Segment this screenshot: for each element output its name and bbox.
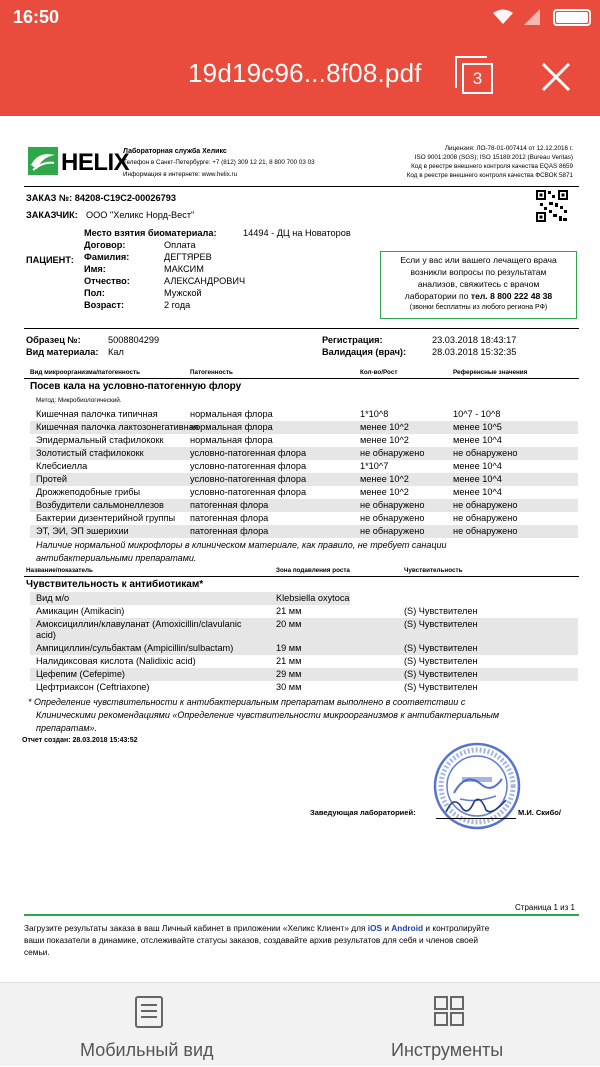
table-cell: нормальная флора xyxy=(190,435,273,445)
page-count-badge: 3 xyxy=(462,63,493,94)
table-cell: (S) Чувствителен xyxy=(404,682,478,692)
table-cell: условно-патогенная флора xyxy=(190,461,307,471)
tools-label: Инструменты xyxy=(391,1040,504,1060)
table-cell: Клебсиелла xyxy=(36,461,88,471)
pdf-page[interactable] xyxy=(0,116,600,982)
table-cell: не обнаружено xyxy=(453,513,518,523)
status-time: 16:50 xyxy=(13,7,60,27)
order-number: ЗАКАЗ №: 84208-C19C2-00026793 xyxy=(26,193,176,203)
license-line: Лицензия: ЛО-78-01-007414 от 12.12.2016 г. xyxy=(444,145,573,152)
divider xyxy=(24,328,579,329)
license-line: Код в реестре внешнего контроля качества EQAS 8659 xyxy=(411,163,573,170)
surname-value: ДЕГТЯРЕВ xyxy=(164,252,212,262)
license-line: Код в реестре внешнего контроля качества ФСВОК 5871 xyxy=(406,172,573,179)
table2-note: препаратам». xyxy=(36,723,98,733)
notice-line: анализов, свяжитесь с врачом xyxy=(417,279,540,289)
footer-green-line xyxy=(24,914,579,916)
table-cell: Золотистый стафилококк xyxy=(36,448,144,458)
table-cell: 1*10^7 xyxy=(360,461,389,471)
table-cell: не обнаружено xyxy=(453,448,518,458)
customer-value: ООО "Хеликс Норд-Вест" xyxy=(86,210,195,220)
report-created: Отчет создан: 28.03.2018 15:43:52 xyxy=(22,737,138,744)
table-cell: не обнаружено xyxy=(360,500,425,510)
table-cell: Амоксициллин/клавуланат (Amoxicillin/clavulanic xyxy=(36,619,242,629)
table-cell: менее 10^4 xyxy=(453,461,502,471)
section-title: Чувствительность к антибиотикам* xyxy=(26,579,204,590)
table-cell: 29 мм xyxy=(276,669,302,679)
table-cell: Возбудители сальмонеллезов xyxy=(36,500,164,510)
species-value: Klebsiella oxytoca xyxy=(276,593,350,603)
document-title: 19d19c96...8f08.pdf xyxy=(188,58,422,88)
place-value: 14494 - ДЦ на Новаторов xyxy=(243,228,351,238)
table-cell: Кишечная палочка лактозонегативная xyxy=(36,422,199,432)
document-icon xyxy=(134,995,164,1029)
table-cell: патогенная флора xyxy=(190,526,269,536)
registration-value: 23.03.2018 18:43:17 xyxy=(432,335,517,345)
table-cell: 19 мм xyxy=(276,643,302,653)
table-cell: менее 10^4 xyxy=(453,487,502,497)
section-title: Посев кала на условно-патогенную флору xyxy=(30,381,242,392)
table-cell: (S) Чувствителен xyxy=(404,656,478,666)
helix-logo xyxy=(28,147,130,176)
table-cell: Ампициллин/сульбактам (Ampicillin/sulbactam) xyxy=(36,643,234,653)
table-cell: менее 10^4 xyxy=(453,474,502,484)
table-cell: условно-патогенная флора xyxy=(190,474,307,484)
table-cell: 20 мм xyxy=(276,619,302,629)
helix-logo-icon xyxy=(28,147,58,175)
material-value: Кал xyxy=(108,347,124,357)
divider xyxy=(24,186,579,187)
footer-android-link[interactable]: Android xyxy=(391,923,424,933)
table-cell: acid) xyxy=(36,630,56,640)
surname-label: Фамилия: xyxy=(84,252,130,262)
doctor-notice-box xyxy=(380,251,577,319)
table-cell: 1*10^8 xyxy=(360,409,389,419)
footer-line: ваши показатели в динамике, отслеживайте статусы заказов, создавайте архив результатов для себя и членов своей xyxy=(24,935,479,945)
table-cell: не обнаружено xyxy=(360,448,425,458)
table-cell: не обнаружено xyxy=(453,500,518,510)
contract-value: Оплата xyxy=(164,240,196,250)
license-line: ISO 9001:2008 (SGS); ISO 15189:2012 (Bureau Veritas) xyxy=(414,154,573,161)
column-header: Зона подавления роста xyxy=(276,567,350,574)
patronymic-value: АЛЕКСАНДРОВИЧ xyxy=(164,276,246,286)
head-label: Заведующая лабораторией: xyxy=(310,808,416,817)
table-cell: нормальная флора xyxy=(190,422,273,432)
qr-code xyxy=(535,189,569,223)
table-cell: не обнаружено xyxy=(360,526,425,536)
table-cell: ЭТ, ЭИ, ЭП эшерихии xyxy=(36,526,129,536)
table-cell: не обнаружено xyxy=(360,513,425,523)
name-value: МАКСИМ xyxy=(164,264,204,274)
table1-note: Наличие нормальной микрофлоры в клиническом материале, как правило, не требует санации xyxy=(36,540,447,550)
table-cell: менее 10^5 xyxy=(453,422,502,432)
signature xyxy=(444,792,508,818)
wifi-icon xyxy=(492,9,514,25)
method-label: Метод: Микробиологический. xyxy=(36,397,122,404)
notice-line: Если у вас или вашего лечащего врача xyxy=(400,255,557,265)
notice-phone: тел. 8 800 222 48 38 xyxy=(470,291,553,301)
mobile-view-button[interactable] xyxy=(60,983,240,1067)
column-header: Чувствительность xyxy=(404,567,463,574)
validation-label: Валидация (врач): xyxy=(322,347,407,357)
footer-ios-link[interactable]: iOS xyxy=(367,923,383,933)
table-cell: Амикацин (Amikacin) xyxy=(36,606,125,616)
table-cell: 21 мм xyxy=(276,606,302,616)
table-cell: менее 10^2 xyxy=(360,435,409,445)
table-cell: Эпидермальный стафилококк xyxy=(36,435,164,445)
age-value: 2 года xyxy=(164,300,191,310)
table-cell: патогенная флора xyxy=(190,513,269,523)
table-cell: Протей xyxy=(36,474,67,484)
column-header: Референсные значения xyxy=(453,369,528,376)
tools-button[interactable] xyxy=(375,983,525,1067)
table-cell: условно-патогенная флора xyxy=(190,487,307,497)
lab-phone: Телефон в Санкт-Петербурге: +7 (812) 309 12 21, 8 800 700 03 03 xyxy=(123,159,315,166)
column-header: Патогенность xyxy=(190,369,233,376)
signature-line xyxy=(436,818,516,819)
notice-line: возникли вопросы по результатам xyxy=(410,267,547,277)
sex-value: Мужской xyxy=(164,288,202,298)
mobile-view-label: Мобильный вид xyxy=(80,1040,214,1060)
table-cell: Бактерии дизентерийной группы xyxy=(36,513,176,523)
signal-icon xyxy=(522,8,542,26)
table-cell: менее 10^2 xyxy=(360,422,409,432)
patient-label: ПАЦИЕНТ: xyxy=(26,255,74,265)
table-cell: нормальная флора xyxy=(190,409,273,419)
head-name: М.И. Скибо/ xyxy=(518,808,561,817)
table-cell: (S) Чувствителен xyxy=(404,606,478,616)
footer-text xyxy=(24,922,579,958)
table-cell: (S) Чувствителен xyxy=(404,643,478,653)
table-cell: Дрожжеподобные грибы xyxy=(36,487,141,497)
registration-label: Регистрация: xyxy=(322,335,383,345)
table-cell: Налидиксовая кислота (Nalidixic acid) xyxy=(36,656,196,666)
divider xyxy=(24,576,579,577)
notice-line: (звонки бесплатны из любого региона РФ) xyxy=(409,304,548,311)
column-header: Кол-во/Рост xyxy=(360,369,398,376)
table1-note: антибактериальными препаратами. xyxy=(36,553,197,563)
divider xyxy=(24,378,579,379)
page-count-button[interactable] xyxy=(455,56,495,94)
viewer-toolbar xyxy=(0,34,600,116)
footer-line: семьи. xyxy=(24,947,50,957)
age-label: Возраст: xyxy=(84,300,125,310)
sex-label: Пол: xyxy=(84,288,105,298)
column-header: Название/показатель xyxy=(26,567,93,574)
table-cell: (S) Чувствителен xyxy=(404,619,478,629)
species-label: Вид м/о xyxy=(36,593,70,603)
table-cell: не обнаружено xyxy=(453,526,518,536)
sample-no-value: 5008804299 xyxy=(108,335,160,345)
table-cell: патогенная флора xyxy=(190,500,269,510)
table-cell: 30 мм xyxy=(276,682,302,692)
footer-line: Загрузите результаты заказа в ваш Личный кабинет в приложении «Хеликс Клиент» для iOS и Android и контролируйте xyxy=(24,923,490,933)
table-cell: 21 мм xyxy=(276,656,302,666)
table-cell: условно-патогенная флора xyxy=(190,448,307,458)
status-bar xyxy=(0,0,600,34)
customer-label: ЗАКАЗЧИК: xyxy=(26,210,78,220)
validation-value: 28.03.2018 15:32:35 xyxy=(432,347,517,357)
bottom-bar xyxy=(0,982,600,1066)
table-cell: менее 10^2 xyxy=(360,474,409,484)
table-cell: 10^7 - 10^8 xyxy=(453,409,501,419)
table-cell: менее 10^2 xyxy=(360,487,409,497)
lab-name: Лабораторная служба Хеликс xyxy=(123,148,227,155)
table2-note: Клиническими рекомендациями «Определение чувствительности микроорганизмов к антибактериальным xyxy=(36,710,500,720)
patronymic-label: Отчество: xyxy=(84,276,130,286)
contract-label: Договор: xyxy=(84,240,126,250)
logo-text: HELIX xyxy=(61,149,130,176)
name-label: Имя: xyxy=(84,264,106,274)
page-number: Страница 1 из 1 xyxy=(515,903,575,912)
sample-no-label: Образец №: xyxy=(26,335,81,345)
table2-note: * Определение чувствительности к антибактериальным препаратам выполнено в соответствии с xyxy=(28,697,466,707)
table-cell: (S) Чувствителен xyxy=(404,669,478,679)
battery-icon xyxy=(553,9,591,26)
notice-line: лаборатории по тел. 8 800 222 48 38 xyxy=(404,291,553,301)
column-header: Вид микроорганизма/патогенность xyxy=(30,369,140,376)
table-cell: Цефепим (Cefepime) xyxy=(36,669,125,679)
table-cell: менее 10^4 xyxy=(453,435,502,445)
place-label: Место взятия биоматериала: xyxy=(84,228,217,238)
table-cell: Кишечная палочка типичная xyxy=(36,409,158,419)
table-cell: Цефтриаксон (Ceftriaxone) xyxy=(36,682,150,692)
close-icon[interactable] xyxy=(535,56,575,96)
material-label: Вид материала: xyxy=(26,347,99,357)
grid-icon xyxy=(433,995,465,1027)
lab-site: Информация в интернете: www.helix.ru xyxy=(123,171,238,178)
